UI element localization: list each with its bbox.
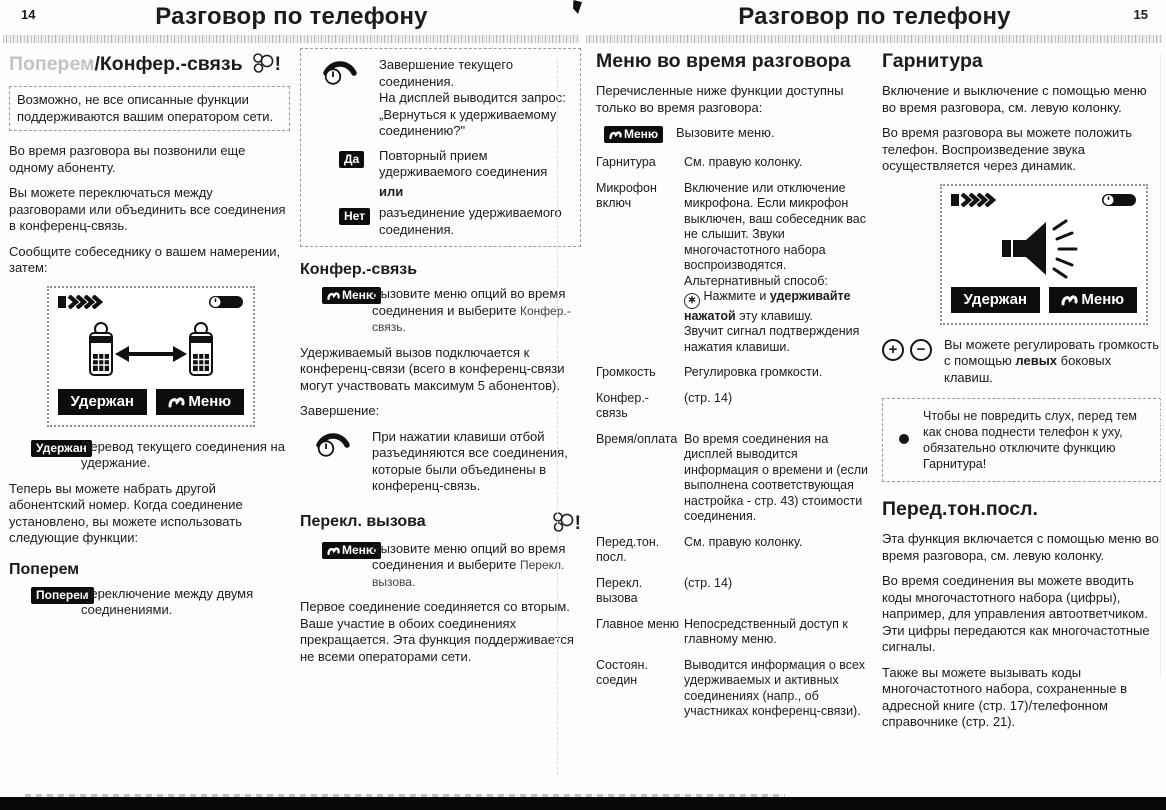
menu-softkey-badge: Меню (322, 542, 381, 559)
table-row (596, 391, 874, 422)
warning-exclamation-icon (893, 408, 923, 472)
yes-badge: Да (339, 151, 364, 168)
page-fold-line (557, 60, 558, 775)
scan-bottom-bar (0, 797, 1166, 810)
step-text: Вызовите меню опций во время соединения и выберите (372, 286, 566, 318)
page-edge-line (1160, 55, 1161, 675)
swap-heading: Перекл. вызова (300, 513, 426, 530)
paragraph: Во время соединения вы можете вводить коды многочастотного набора (цифры), например, для управления автоответчиком. Эти цифры передаются как многочастотные сигналы. (882, 573, 1150, 654)
hold-badge: Удержан (31, 440, 92, 457)
page-title: Разговор по телефону (155, 3, 428, 30)
table-row (596, 535, 874, 566)
row-desc: Во время соединения на дисплей выводится информация о времени и (если выполнена соответствующая настройка - стр. 43) стоимости соединения. (684, 431, 868, 524)
battery-icon (208, 295, 244, 314)
yes-text: Повторный прием удерживаемого соединения (379, 147, 548, 179)
table-row (596, 617, 874, 648)
end-call-text: Завершение текущего соединения. (379, 57, 514, 89)
row-label: Перекл. вызова (596, 575, 643, 606)
conference-heading: Конфер.-связь (300, 261, 418, 278)
column-right (300, 48, 581, 674)
row-desc: Выводится информация о всех удерживаемых и активных соединениях (напр., об участниках конференц-связи). (684, 657, 865, 719)
column-left (9, 52, 290, 628)
page-number: 15 (1133, 7, 1148, 22)
page-title: Разговор по телефону (738, 3, 1011, 30)
two-phones-swap-icon (58, 319, 244, 381)
paragraph: Удерживаемый вызов подключается к конференц-связи (всего в конференц-связи могут участвовать максимум 5 абонентов). (300, 344, 565, 393)
paragraph: Эта функция включается с помощью меню во время разговора, см. левую колонку. (882, 531, 1159, 563)
row-desc: (стр. 14) (684, 390, 733, 405)
no-badge: Нет (339, 208, 370, 225)
phone-display-graphic (940, 184, 1148, 325)
no-text: разъединение удерживаемого соединения. (379, 205, 562, 237)
table-row (596, 432, 874, 525)
row-label: Громкость (596, 365, 656, 380)
paragraph: Первое соединение соединяется со вторым. Ваше участие в обоих соединениях прекращается. Эта функция поддерживается не всеми операторами сети. (300, 599, 574, 664)
battery-icon (1101, 193, 1137, 212)
softkey-hold: Удержан (951, 287, 1040, 313)
handset-icon (168, 395, 185, 408)
or-text: или (379, 183, 404, 199)
exclamation-suffix: ! (274, 54, 281, 75)
phone-display-graphic (47, 286, 255, 427)
end-conference-text: При нажатии клавиши отбой разъединяются все соединения, которые были объединены в конференц-связь. (372, 428, 568, 493)
signal-arrows-icon (58, 295, 106, 314)
title-underline-hatch (586, 35, 1163, 43)
softkey-hold: Удержан (58, 389, 147, 415)
hold-description: Перевод текущего соединения на удержание. (81, 438, 285, 470)
row-desc: Альтернативный способ: (684, 273, 828, 288)
minus-key-icon: − (910, 339, 932, 361)
paragraph: Вы можете переключаться между разговорами или объединить все соединения в конференц-связь. (9, 185, 286, 233)
section-heading: Гарнитура (882, 50, 983, 72)
end-call-box (300, 48, 581, 247)
conference-call-icon (251, 52, 275, 73)
handset-icon (327, 290, 340, 301)
menu-item-name: Перекл. вызова. (372, 558, 565, 589)
page-number: 14 (21, 7, 36, 22)
column-left (596, 50, 874, 730)
row-label: Время/оплата (596, 431, 678, 446)
toggle-badge: Поперем (31, 587, 94, 604)
volume-text: Вы можете регулировать громкость с помощью (944, 336, 1159, 368)
display-prompt-text: На дисплей выводится запрос: „Вернуться к удерживаемому соединению?" (379, 90, 566, 138)
column-right: Гарнитура Включение и выключение с помощью меню во время разговора, см. левую колонку. Во время разговора вы можете положить телефон. Воспроизведение звука осуществляется через динамик. Удержан Меню + − Вы можете регулировать громкость с помощью левых боковых клавиш. Чтобы не повредить слух, перед тем как снова поднести телефон к уху, обязательно отключите функцию Гарнитура! Перед.тон.посл. Эта функция включается с помощью меню во время разговора, см. левую колонку. Во время соединения вы можете вводить коды многочастотного набора (цифры), например, для управления автоответчиком. Эти цифры передаются как многочастотные сигналы. Также вы можете вызывать коды многочастотного набора, сохраненные в адресной книге (стр. 17)/телефонном справочнике (стр. 21). (882, 50, 1159, 729)
loudspeaker-icon (951, 217, 1137, 279)
section-heading: Поперем/Конфер.-связь ! (9, 53, 281, 75)
row-desc: Регулировка громкости. (684, 365, 823, 380)
menu-softkey-badge: Меню (604, 126, 663, 143)
paragraph: Во время разговора вы позвонили еще одному абоненту. (9, 143, 246, 175)
handset-icon (609, 129, 622, 140)
intro-text: Перечисленные ниже функции доступны только во время разговора: (596, 83, 844, 115)
row-label: Гарнитура (596, 155, 656, 169)
paragraph: Также вы можете вызывать коды многочастотного набора, сохраненные в адресной книге (стр. 17)/телефонном справочнике (стр. 21). (882, 664, 1127, 729)
subsection-heading: Поперем (9, 560, 80, 578)
softkey-menu: Меню (1049, 287, 1138, 313)
star-key-icon: ∗ (684, 293, 700, 309)
hearing-warning-box (882, 398, 1161, 482)
signal-arrows-icon (951, 193, 999, 212)
menu-item-name: Конфер.-связь. (372, 303, 571, 334)
softkey-menu: Меню (156, 389, 245, 415)
end-call-icon (300, 429, 372, 495)
menu-softkey-badge: Меню (322, 287, 381, 304)
row-label: Перед.тон. посл. (596, 534, 660, 565)
row-desc: Звучит сигнал подтверждения нажатия клавиши. (684, 324, 860, 354)
plus-key-icon: + (882, 339, 904, 361)
table-row (596, 576, 874, 607)
row-label: Микрофон включ (596, 180, 657, 210)
row-label: Состоян. соедин (596, 657, 648, 688)
menu-call-text: Вызовите меню. (676, 125, 775, 140)
paragraph: Завершение: (300, 403, 380, 418)
paragraph: Сообщите собеседнику о вашем намерении, затем: (9, 243, 281, 275)
end-call-icon (307, 57, 379, 144)
row-label: Главное меню (596, 616, 680, 631)
row-label: Конфер.-связь (596, 390, 649, 421)
section-heading: Меню во время разговора (596, 50, 851, 72)
step-text: Вызовите меню опций во время соединения и выберите (372, 540, 566, 572)
row-desc: См. правую колонку. (684, 534, 803, 549)
toggle-description: Переключение между двумя соединениями. (81, 585, 254, 617)
warning-text: Чтобы не повредить слух, перед тем как снова поднести телефон к уху, обязательно отключите функцию Гарнитура! (923, 409, 1138, 471)
paragraph: Во время разговора вы можете положить телефон. Воспроизведение звука осуществляется через динамик. (882, 125, 1133, 173)
row-desc: Непосредственный доступ к главному меню. (684, 616, 848, 647)
title-underline-hatch (3, 35, 580, 43)
dtmf-heading: Перед.тон.посл. (882, 498, 1038, 520)
paragraph: Теперь вы можете набрать другой абонентский номер. Когда соединение установлено, вы можете использовать следующие функции: (9, 480, 243, 545)
row-desc: (стр. 14) (684, 575, 733, 590)
table-row (596, 658, 874, 720)
operator-note-box (9, 86, 290, 131)
table-row: Микрофон включ Включение или отключение микрофона. Если микрофон выключен, ваш собеседник вас не слышит. Звуки многочастотного набора воспроизводятся. Альтернативный способ: ∗ Нажмите и удерживайте нажатой эту клавишу. Звучит сигнал подтверждения нажатия клавиши. (596, 181, 874, 356)
conference-call-icon (551, 511, 575, 532)
handset-icon (327, 545, 340, 556)
manual-page-15 (583, 0, 1166, 810)
row-desc: См. правую колонку. (684, 155, 803, 169)
row-desc: Включение или отключение микрофона. Если микрофон выключен, ваш собеседник вас не слышит. Звуки многочастотного набора воспроизводятся. (684, 180, 866, 272)
table-row (596, 155, 874, 171)
exclamation-suffix: ! (574, 512, 581, 534)
handset-icon (1061, 293, 1078, 306)
note-text: Возможно, не все описанные функции поддерживаются вашим оператором сети. (17, 92, 274, 124)
table-row (596, 365, 874, 381)
paragraph: Включение и выключение с помощью меню во время разговора, см. левую колонку. (882, 83, 1147, 115)
